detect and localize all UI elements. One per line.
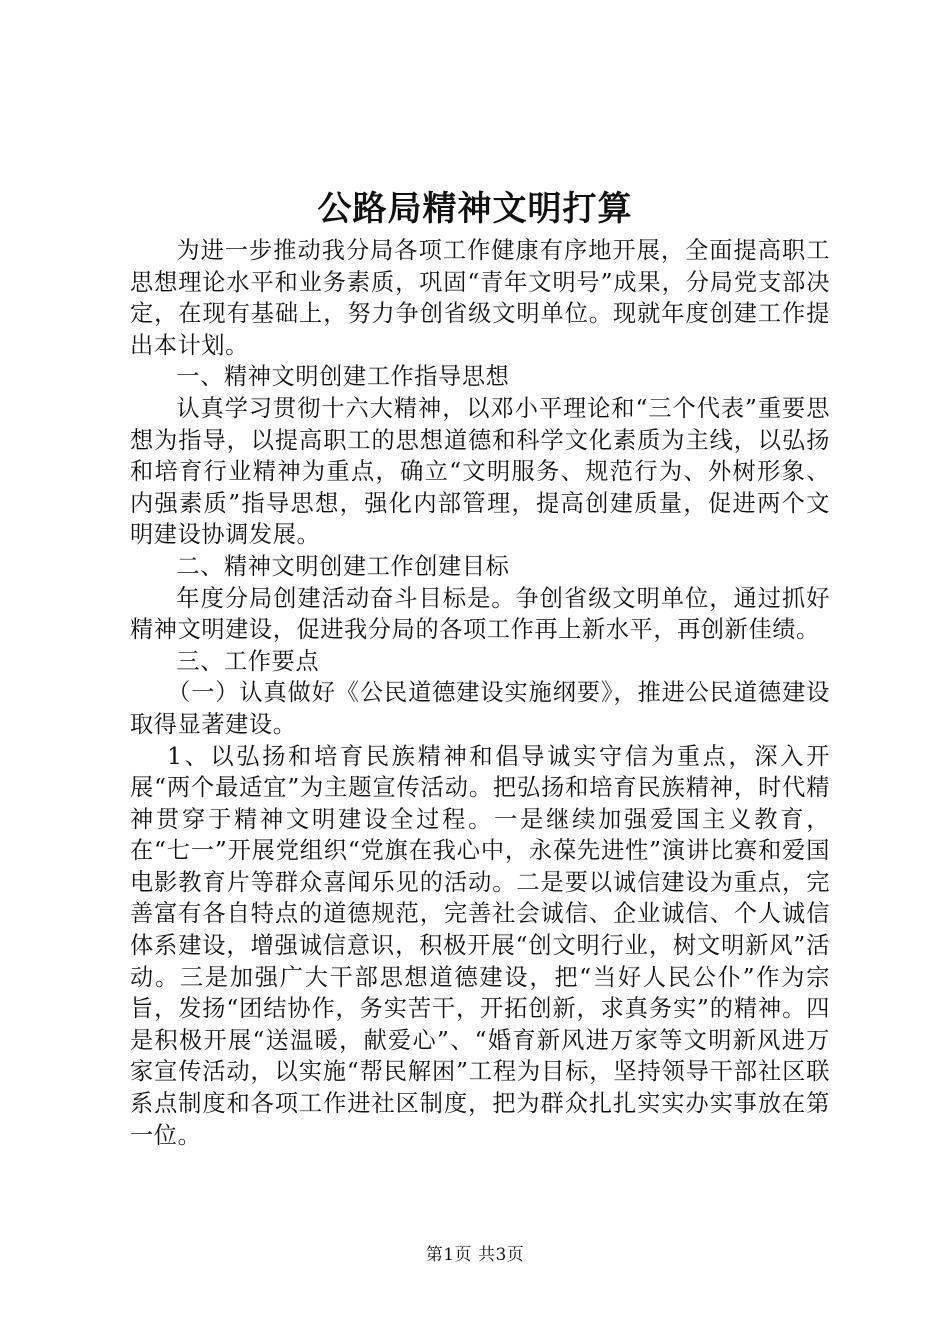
page-footer: 第1页 共3页 — [425, 1245, 525, 1265]
section-heading-work-points: 三、工作要点 — [176, 647, 320, 675]
section-heading-guiding-ideology: 一、精神文明创建工作指导思想 — [176, 363, 510, 391]
section-heading-goals: 二、精神文明创建工作创建目标 — [176, 552, 510, 580]
document-title: 公路局精神文明打算 — [317, 189, 633, 229]
goals-paragraph: 年度分局创建活动奋斗目标是。争创省级文明单位，通过抓好精神文明建设，促进我分局的各项工作再上新水平，再创新佳绩。 — [130, 584, 830, 644]
work-point-one-heading: （一）认真做好《公民道德建设实施纲要》，推进公民道德建设取得显著建设。 — [130, 679, 830, 738]
intro-paragraph: 为进一步推动我分局各项工作健康有序地开展，全面提高职工思想理论水平和业务素质，巩固“青年文明号”成果，分局党支部决定，在现有基础上，努力争创省级文明单位。现就年度创建工作提出本计划。 — [130, 237, 830, 359]
guiding-ideology-paragraph: 认真学习贯彻十六大精神，以邓小平理论和“三个代表”重要思想为指导，以提高职工的思想道德和科学文化素质为主线，以弘扬和培育行业精神为重点，确立“文明服务、规范行为、外树形象、内强素质”指导思想，强化内部管理，提高创建质量，促进两个文明建设协调发展。 — [130, 394, 830, 549]
work-point-one-item-1: 1、以弘扬和培育民族精神和倡导诚实守信为重点，深入开展“两个最适宜”为主题宣传活动。把弘扬和培育民族精神，时代精神贯穿于精神文明建设全过程。一是继续加强爱国主义教育，在“七一”开展党组织“党旗在我心中，永葆先进性”演讲比赛和爱国电影教育片等群众喜闻乐见的活动。二是要以诚信建设为重点，完善富有各自特点的道德规范，完善社会诚信、企业诚信、个人诚信体系建设，增强诚信意识，积极开展“创文明行业，树文明新风”活动。三是加强广大干部思想道德建设，把“当好人民公仆”作为宗旨，发扬“团结协作，务实苦干，开拓创新，求真务实”的精神。四是积极开展“送温暖，献爱心”、“婚育新风进万家等文明新风进万家宣传活动，以实施“帮民解困”工程为目标，坚持领导干部社区联系点制度和各项工作进社区制度，把为群众扎扎实实办实事放在第一位。 — [130, 742, 830, 1149]
document-body — [130, 235, 830, 1151]
